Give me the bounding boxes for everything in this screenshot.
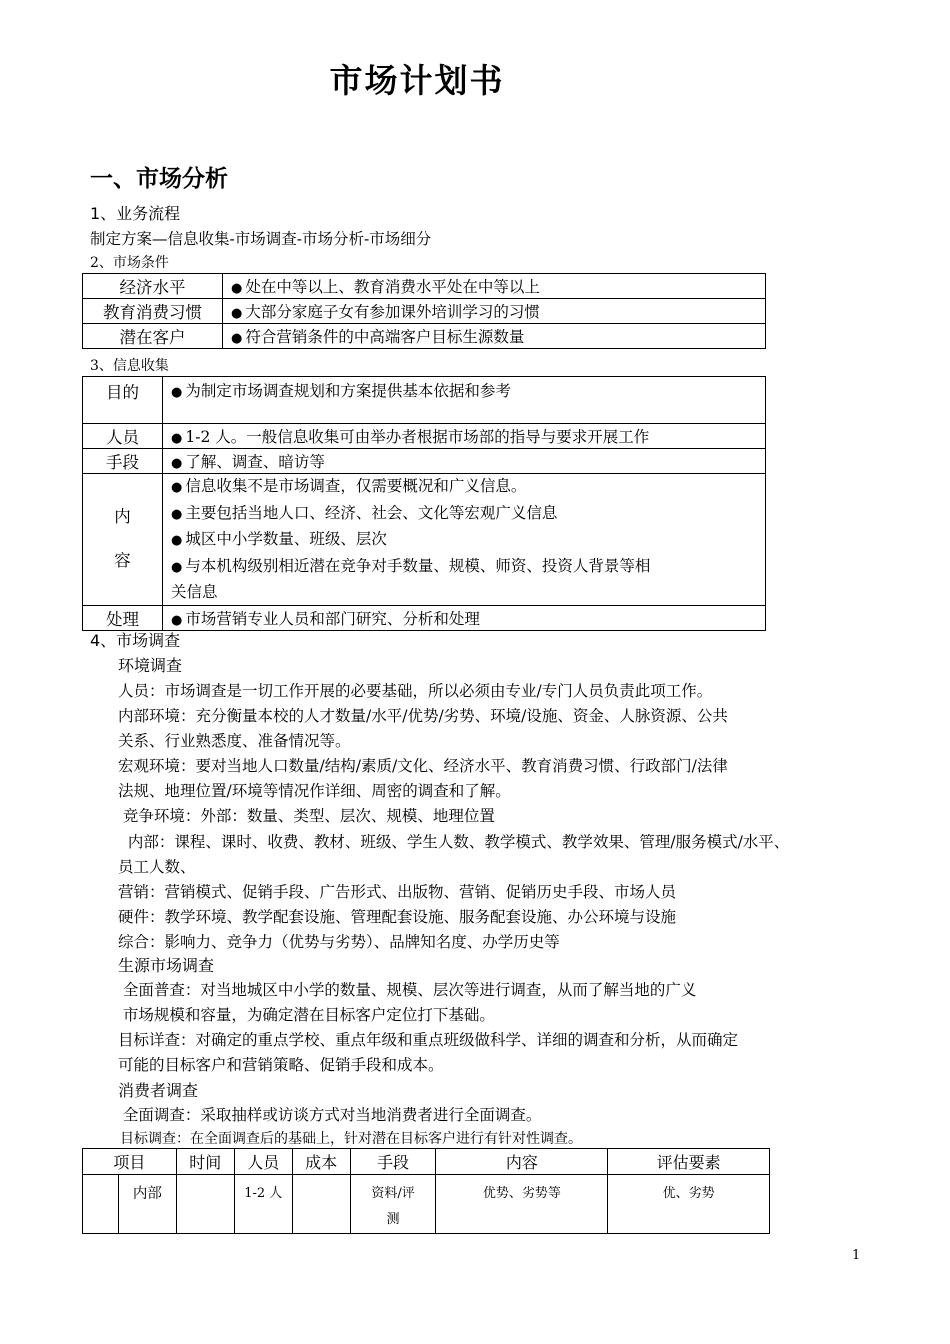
table-row (83, 424, 766, 449)
cell-empty (83, 1175, 119, 1234)
row-value: ● 符合营销条件的中高端客户目标生源数量 (223, 324, 766, 349)
cell-time (176, 1175, 234, 1234)
header-cost: 成本 (292, 1149, 350, 1175)
consumer-survey-line: 全面调查：采取抽样或访谈方式对当地消费者进行全面调查。 (118, 1106, 542, 1124)
cell-content: 优势、劣势等 (436, 1175, 608, 1234)
table-row (83, 474, 766, 606)
header-item: 项目 (83, 1149, 177, 1175)
header-evaluation: 评估要素 (608, 1149, 770, 1175)
row-value: ● 1-2 人。一般信息收集可由举办者根据市场部的指导与要求开展工作 (163, 424, 766, 449)
header-means: 手段 (350, 1149, 436, 1175)
row-label: 手段 (83, 449, 163, 474)
row-label: 教育消费习惯 (83, 299, 223, 324)
row-label: 人员 (83, 424, 163, 449)
header-staff: 人员 (234, 1149, 292, 1175)
row-value: ● 市场营销专业人员和部门研究、分析和处理 (163, 605, 766, 630)
info-collection-table (82, 376, 766, 631)
row-label: 经济水平 (83, 274, 223, 299)
page-number: 1 (852, 1248, 861, 1263)
row-value: ● 为制定市场调查规划和方案提供基本依据和参考 (163, 377, 766, 424)
cell-cost (292, 1175, 350, 1234)
table-row (83, 299, 766, 324)
heading-student-source-survey: 生源市场调查 (118, 956, 215, 975)
table-header-row (83, 1149, 770, 1175)
cell-evaluation: 优、劣势 (608, 1175, 770, 1234)
row-label: 内 容 (83, 474, 163, 606)
row-value: ● 大部分家庭子女有参加课外培训学习的习惯 (223, 299, 766, 324)
table-row (83, 605, 766, 630)
table-row (83, 1175, 770, 1234)
business-process-text: 制定方案—信息收集-市场调查-市场分析-市场细分 (90, 230, 432, 248)
cell-staff: 1-2 人 (234, 1175, 292, 1234)
heading-market-conditions: 2、市场条件 (90, 255, 169, 271)
row-label: 目的 (83, 377, 163, 424)
row-value: ● 信息收集不是市场调查，仅需要概况和广义信息。 ● 主要包括当地人口、经济、社会、文化等宏观广义信息 ● 城区中小学数量、班级、层次 ● 与本机构级别相近潜在竞争对手数量、规模、师资、投资人背景等相 关信息 (163, 474, 766, 606)
market-conditions-table (82, 273, 766, 349)
table-row (83, 449, 766, 474)
row-value: ● 了解、调查、暗访等 (163, 449, 766, 474)
heading-market-research: 4、市场调查 (90, 631, 181, 650)
row-value: ● 处在中等以上、教育消费水平处在中等以上 (223, 274, 766, 299)
target-survey-line: 目标调查：在全面调查后的基础上，针对潜在目标客户进行有针对性调查。 (120, 1131, 582, 1147)
cell-means: 资料/评 测 (350, 1175, 436, 1234)
student-source-survey-text: 全面普查：对当地城区中小学的数量、规模、层次等进行调查，从而了解当地的广义 市场规模和容量，为确定潜在目标客户定位打下基础。 目标详查：对确定的重点学校、重点年级和重点班级做科学、详细的调查和分析，从而确定 可能的目标客户和营销策略、促销手段和成本。 (118, 981, 739, 1074)
document-title: 市场计划书 (329, 61, 505, 100)
heading-environment-survey: 环境调查 (118, 656, 183, 675)
section-heading-market-analysis: 一、市场分析 (90, 166, 228, 192)
header-time: 时间 (176, 1149, 234, 1175)
heading-business-process: 1、业务流程 (90, 204, 181, 223)
row-label: 潜在客户 (83, 324, 223, 349)
cell-sub-item: 内部 (118, 1175, 176, 1234)
table-row (83, 377, 766, 424)
header-content: 内容 (436, 1149, 608, 1175)
table-row (83, 324, 766, 349)
environment-survey-text: 人员：市场调查是一切工作开展的必要基础，所以必须由专业/专门人员负责此项工作。 内部环境：充分衡量本校的人才数量/水平/优势/劣势、环境/设施、资金、人脉资源、公共 关系、行业熟悉度、准备情况等。 宏观环境：要对当地人口数量/结构/素质/文化、经济水平、教育消费习惯、行政部门/法律 法规、地理位置/环境等情况作详细、周密的调查和了解。 竞争环境：外部：数量、类型、层次、规模、地理位置 内部：课程、课时、收费、教材、班级、学生人数、教学模式、教学效果、管理/服务模式/水平、 员工人数、 营销：营销模式、促销手段、广告形式、出版物、营销、促销历史手段、市场人员 硬件：教学环境、教学配套设施、管理配套设施、服务配套设施、办公环境与设施 综合：影响力、竞争力（优势与劣势）、品牌知名度、办学历史等 (118, 682, 790, 951)
heading-consumer-survey: 消费者调查 (118, 1081, 199, 1100)
table-row (83, 274, 766, 299)
research-plan-table (82, 1148, 770, 1234)
row-label: 处理 (83, 605, 163, 630)
heading-info-collection: 3、信息收集 (90, 358, 169, 374)
